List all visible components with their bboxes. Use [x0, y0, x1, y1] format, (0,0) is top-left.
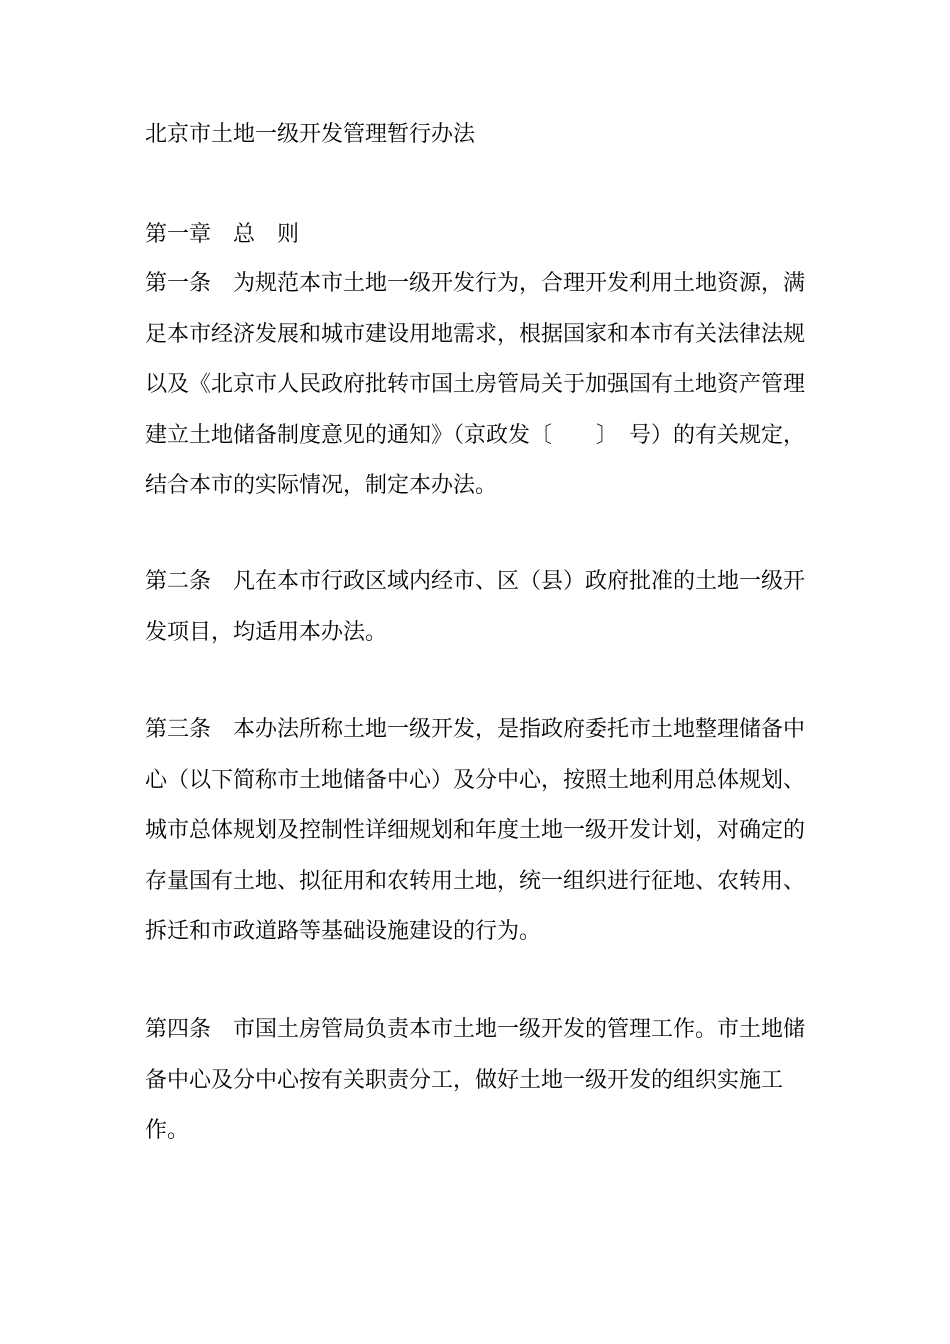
- article-text: 为规范本市土地一级开发行为，合理开发利用土地资源，满: [233, 271, 806, 296]
- article-label: 第三条: [145, 717, 212, 742]
- article-line: 城市总体规划及控制性详细规划和年度土地一级开发计划，对确定的: [145, 818, 806, 843]
- article-3: [145, 705, 810, 958]
- article-line: [145, 557, 810, 608]
- article-line: 发项目，均适用本办法。: [145, 619, 388, 645]
- article-label: 第二条: [145, 569, 212, 594]
- article-text: 市国土房管局负责本市土地一级开发的管理工作。市土地储: [233, 1017, 806, 1042]
- chapter-number: 第一章: [145, 222, 212, 247]
- article-2: [145, 557, 810, 658]
- article-line: 拆迁和市政道路等基础设施建设的行为。: [145, 919, 542, 944]
- article-label: 第四条: [145, 1017, 212, 1042]
- chapter-heading: [145, 217, 299, 253]
- chapter-name-first-char: 总: [233, 222, 256, 247]
- chapter-name-second-char: 则: [277, 222, 300, 247]
- article-line: [145, 1005, 810, 1056]
- article-label: 第一条: [145, 271, 212, 296]
- article-text: 凡在本市行政区域内经市、区（县）政府批准的土地一级开: [233, 569, 806, 594]
- article-line: 作。: [145, 1118, 190, 1143]
- article-line: 心（以下简称市土地储备中心）及分中心，按照土地利用总体规划、: [145, 767, 806, 793]
- article-line: 足本市经济发展和城市建设用地需求，根据国家和本市有关法律法规: [145, 321, 806, 347]
- article-1: [145, 259, 810, 512]
- article-line: [145, 259, 810, 310]
- article-line: 结合本市的实际情况，制定本办法。: [145, 473, 498, 498]
- document-title: 北京市土地一级开发管理暂行办法: [145, 122, 476, 147]
- article-line: 建立土地储备制度意见的通知》（京政发〔 〕 号）的有关规定，: [145, 422, 806, 448]
- article-line: [145, 705, 810, 756]
- article-line: 以及《北京市人民政府批转市国土房管局关于加强国有土地资产管理: [145, 372, 806, 397]
- article-line: 存量国有土地、拟征用和农转用土地，统一组织进行征地、农转用、: [145, 868, 806, 894]
- article-text: 本办法所称土地一级开发，是指政府委托市土地整理储备中: [233, 717, 806, 742]
- article-line: 备中心及分中心按有关职责分工，做好土地一级开发的组织实施工: [145, 1067, 784, 1093]
- article-4: [145, 1005, 810, 1157]
